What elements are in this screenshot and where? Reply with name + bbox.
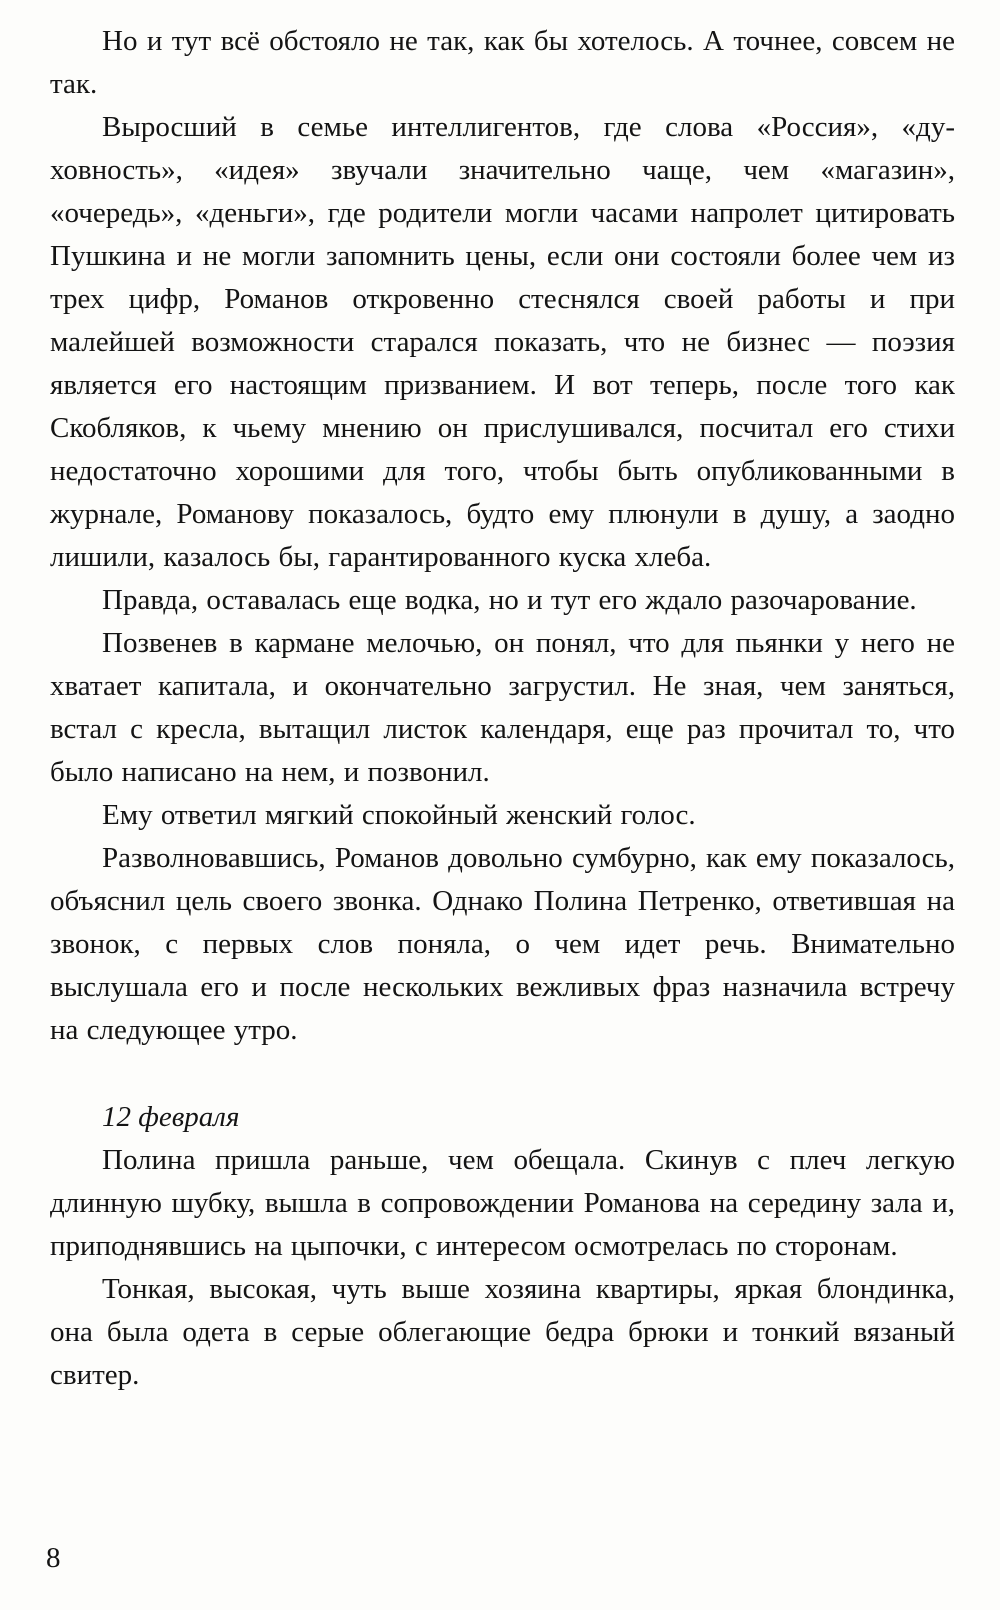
paragraph-5: Ему ответил мягкий спокойный женский голос. [102,799,696,831]
paragraph-2: Выросший в семье интеллигентов, где слова «Россия», «духовность», «идея» звучали значительно чаще, чем «магазин», «очередь», «деньги», где родители могли часами напролет цитировать Пушкина и не могли запомнить цены, если они состояли более чем из трех цифр, Романов откровенно стеснялся своей работы и при малейшей возможности старался показать, что не бизнес — поэзия является его настоящим призванием. И вот теперь, после того как Скобляков, к чьему мнению он прислушивался, посчитал его стихи недостаточно хорошими для того, чтобы быть опубликованными в журнале, Романову показалось, будто ему плюнули в душу, а заодно лишили, казалось бы, гарантированного куска хлеба. [50,111,955,573]
date-heading: 12 февраля [102,1101,240,1133]
paragraph-3: Правда, оставалась еще водка, но и тут его ждало разочарование. [102,584,917,616]
paragraph-7: Полина пришла раньше, чем обещала. Скинув с плеч легкую длинную шубку, вышла в сопровождении Романова на середину зала и, приподнявшись на цыпочки, с интересом осмотрелась по сторонам. [50,1144,955,1262]
paragraph-1: Но и тут всё обстояло не так, как бы хотелось. А точнее, совсем не так. [50,25,955,100]
paragraph-6: Разволновавшись, Романов довольно сумбурно, как ему показалось, объяснил цель своего звонка. Однако Полина Петренко, ответившая на звонок, с первых слов поняла, о чем идет речь. Внимательно выслушала его и после нескольких вежливых фраз назначила встречу на следующее утро. [50,842,955,1046]
paragraph-8: Тонкая, высокая, чуть выше хозяина квартиры, яркая блондинка, она была одета в серые облегающие бедра брюки и тонкий вязаный свитер. [50,1273,955,1391]
page-text [50,20,955,1397]
paragraph-4: Позвенев в кармане мелочью, он понял, что для пьянки у него не хватает капитала, и окончательно загрустил. Не зная, чем заняться, встал с кресла, вытащил листок календаря, еще раз прочитал то, что было написано на нем, и позвонил. [50,627,955,788]
page-number: 8 [46,1542,61,1574]
